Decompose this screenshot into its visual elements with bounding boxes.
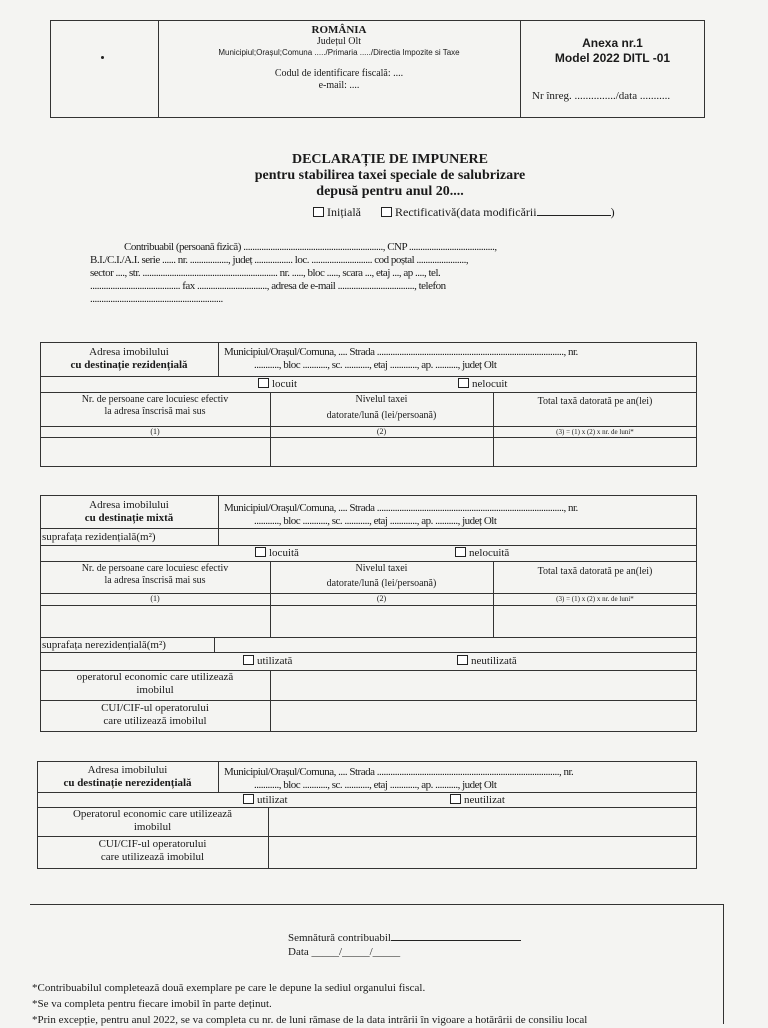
mix-inhabited-label: locuită [269, 547, 299, 559]
res-col1-line1: Nr. de persoane care locuiesc efectiv [81, 394, 229, 405]
mix-unused-checkbox[interactable] [457, 655, 468, 665]
mix-col1-line2: la adresa înscrisă mai sus [104, 575, 206, 586]
note-2: *Se va completa pentru fiecare imobil în parte deținut. [32, 998, 272, 1010]
nonres-unused-label: neutilizat [464, 794, 505, 806]
mix-inhabited-checkbox[interactable] [255, 547, 266, 557]
rectified-checkbox[interactable] [381, 207, 392, 217]
mix-nonres-surface-input[interactable] [215, 638, 696, 651]
nonres-operator-line1: Operatorul economic care utilizează [72, 808, 233, 820]
res-formula3: (3) = (1) x (2) x nr. de luni* [556, 428, 634, 436]
date-field[interactable]: Data _____/_____/_____ [288, 946, 401, 958]
nonres-label1: Adresa imobilului [87, 764, 168, 776]
res-inhabited-checkbox[interactable] [258, 378, 269, 388]
nonres-cui-line2: care utilizează imobilul [100, 851, 205, 863]
mix-uninhabited-label: nelocuită [469, 547, 510, 559]
model-label: Model 2022 DITL -01 [554, 51, 671, 65]
res-address1: Municipiul/Orașul/Comuna, .... Strada ..................................................................................., nr. [224, 346, 578, 358]
title-line1: DECLARAȚIE DE IMPUNERE [291, 152, 489, 167]
taxpayer-line3: sector ...., str. ............................................................ nr. ....., bloc ....., scara ..., etaj ..., ap ...., tel. [90, 267, 441, 279]
header-country: ROMÂNIA [311, 24, 367, 36]
nonres-used-checkbox[interactable] [243, 794, 254, 804]
signature-field[interactable] [391, 930, 521, 941]
res-col1-line2: la adresa înscrisă mai sus [104, 406, 206, 417]
mix-operator-line2: imobilul [136, 684, 174, 696]
res-formula1: (1) [150, 427, 160, 436]
header-municipality: Municipiul;Orașul;Comuna ...../Primaria ...../Directia Impozite si Taxe [218, 48, 460, 57]
note-3: *Prin excepție, pentru anul 2022, se va completa cu nr. de luni rămase de la data intrării în vigoare a hotărârii de consiliu local [32, 1014, 588, 1026]
header-fiscal-code: Codul de identificare fiscală: .... [274, 68, 404, 79]
stamp-mark [101, 56, 104, 59]
res-total-input[interactable] [494, 438, 696, 466]
taxpayer-line2: B.I./C.I./A.I. serie ...... nr. ................., județ ................. loc. ........................... cod poștal ......................, [90, 254, 469, 266]
header-email: e-mail: .... [318, 80, 360, 91]
mix-formula1: (1) [150, 594, 160, 603]
mix-used-label: utilizată [257, 655, 293, 667]
mix-label2: cu destinație mixtă [84, 512, 174, 524]
nonres-operator-line2: imobilul [133, 821, 172, 833]
taxpayer-line1: Contribuabil (persoană fizică) .............................................................., CNP ......................................, [124, 241, 497, 253]
note-1: *Contribuabilul completează două exemplare pe care le depune la sediul organului fiscal. [32, 982, 426, 994]
res-uninhabited-label: nelocuit [472, 378, 508, 390]
res-col2-line2: datorate/lună (lei/persoană) [326, 410, 437, 421]
rectified-date-field[interactable] [537, 205, 611, 216]
res-uninhabited-checkbox[interactable] [458, 378, 469, 388]
nonres-address1: Municipiul/Orașul/Comuna, .... Strada ................................................................................., nr. [224, 766, 574, 778]
mix-col1-line1: Nr. de persoane care locuiesc efectiv [81, 563, 229, 574]
initial-checkbox[interactable] [313, 207, 324, 217]
mix-tax-level-input[interactable] [271, 606, 492, 636]
mix-operator-line1: operatorul economic care utilizează [76, 671, 234, 683]
initial-label: Inițială [327, 205, 361, 219]
nonres-cui-input[interactable] [269, 837, 696, 868]
nonres-label2: cu destinație nerezidențială [63, 777, 192, 789]
mix-cui-input[interactable] [271, 701, 696, 731]
mix-address2: ..........., bloc ..........., sc. ..........., etaj ............, ap. .........., județ Olt [254, 515, 497, 527]
mix-formula3: (3) = (1) x (2) x nr. de luni* [556, 595, 634, 603]
mix-cui-line2: care utilizează imobilul [103, 715, 207, 727]
res-col3: Total taxă datorată pe an(lei) [537, 396, 653, 407]
header-county: Județul Olt [316, 36, 362, 47]
nonres-unused-checkbox[interactable] [450, 794, 461, 804]
mix-total-input[interactable] [494, 606, 696, 636]
nonres-operator-input[interactable] [269, 808, 696, 835]
registration-number: Nr înreg. .............../data ........... [532, 90, 671, 102]
mix-used-checkbox[interactable] [243, 655, 254, 665]
annex-label: Anexa nr.1 [582, 36, 643, 50]
mix-res-surface-input[interactable] [219, 529, 696, 544]
res-label1: Adresa imobilului [89, 346, 169, 358]
res-col2-line1: Nivelul taxei [355, 394, 408, 405]
res-persons-input[interactable] [41, 438, 269, 466]
mix-cui-line1: CUI/CIF-ul operatorului [101, 702, 209, 714]
mix-col2-line2: datorate/lună (lei/persoană) [326, 578, 437, 589]
mix-col2-line1: Nivelul taxei [355, 563, 408, 574]
taxpayer-line4: ........................................ fax ..............................., adresa de e-mail .................................., telefon [90, 280, 446, 292]
title-line3: depusă pentru anul 20.... [316, 184, 464, 199]
mix-col3: Total taxă datorată pe an(lei) [537, 566, 653, 577]
nonres-used-label: utilizat [257, 794, 288, 806]
res-address2: ..........., bloc ..........., sc. ..........., etaj ............, ap. .........., județ Olt [254, 359, 497, 371]
mix-uninhabited-checkbox[interactable] [455, 547, 466, 557]
nonres-address2: ..........., bloc ..........., sc. ..........., etaj ............, ap. .........., județ Olt [254, 779, 497, 791]
taxpayer-line5: ........................................................... [90, 293, 223, 305]
mix-unused-label: neutilizată [471, 655, 517, 667]
mix-formula2: (2) [376, 594, 387, 603]
mix-nonres-surface-label: suprafața nerezidențială(m²) [42, 639, 166, 651]
nonres-cui-line1: CUI/CIF-ul operatorului [98, 838, 207, 850]
rectified-label: Rectificativă(data modificării [394, 205, 537, 219]
res-label2: cu destinație rezidențială [70, 359, 188, 371]
res-inhabited-label: locuit [272, 378, 298, 390]
mix-label1: Adresa imobilului [89, 499, 169, 511]
title-line2: pentru stabilirea taxei speciale de salubrizare [254, 168, 526, 183]
mix-res-surface-label: suprafața rezidențială(m²) [42, 531, 156, 543]
mix-persons-input[interactable] [41, 606, 269, 636]
signature-label: Semnătură contribuabil [288, 932, 391, 944]
res-tax-level-input[interactable] [271, 438, 492, 466]
res-formula2: (2) [376, 427, 387, 436]
mix-address1: Municipiul/Orașul/Comuna, .... Strada ..................................................................................., nr. [224, 502, 578, 514]
mix-operator-input[interactable] [271, 671, 696, 699]
